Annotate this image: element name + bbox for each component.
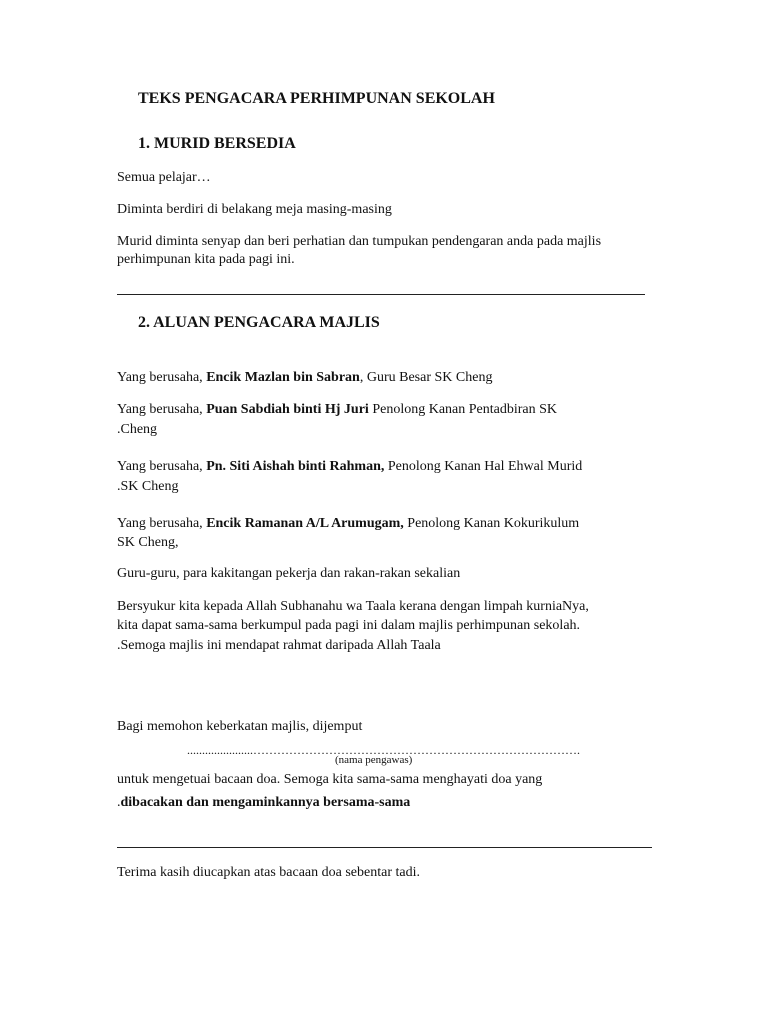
greeting-4-line-2: SK Cheng,	[117, 535, 179, 550]
greeting-3-role: Penolong Kanan Hal Ehwal Murid	[384, 459, 583, 474]
greeting-prefix: Yang berusaha,	[117, 516, 207, 531]
section-1-paragraph-3-line-2: perhimpunan kita pada pagi ini.	[117, 252, 295, 267]
section-2-heading: 2. ALUAN PENGACARA MAJLIS	[138, 314, 380, 331]
gratitude-line-1: Bersyukur kita kepada Allah Subhanahu wa Taala kerana dengan limpah kurniaNya,	[117, 599, 589, 614]
gratitude-line-2: kita dapat sama-sama berkumpul pada pagi ini dalam majlis perhimpunan sekolah.	[117, 618, 581, 633]
greeting-5: Guru-guru, para kakitangan pekerja dan rakan-rakan sekalian	[117, 566, 461, 581]
doa-line-2	[117, 793, 410, 812]
greeting-prefix: Yang berusaha,	[117, 402, 207, 417]
divider-1	[117, 294, 645, 295]
greeting-4-name: Encik Ramanan A/L Arumugam,	[206, 516, 404, 531]
greeting-3-line-2: .SK Cheng	[117, 479, 179, 494]
greeting-3-name: Pn. Siti Aishah binti Rahman,	[206, 459, 385, 474]
greeting-3	[117, 457, 582, 476]
doa-intro: Bagi memohon keberkatan majlis, dijemput	[117, 719, 363, 734]
greeting-4	[117, 514, 579, 533]
greeting-4-role: Penolong Kanan Kokurikulum	[403, 516, 580, 531]
greeting-2-name: Puan Sabdiah binti Hj Juri	[206, 402, 369, 417]
section-1-paragraph-3-line-1: Murid diminta senyap dan beri perhatian dan tumpukan pendengaran anda pada majlis	[117, 234, 602, 249]
greeting-prefix: Yang berusaha,	[117, 459, 207, 474]
doa-line-1: untuk mengetuai bacaan doa. Semoga kita sama-sama menghayati doa yang	[117, 772, 543, 787]
greeting-1-role: , Guru Besar SK Cheng	[359, 370, 493, 385]
document-title: TEKS PENGACARA PERHIMPUNAN SEKOLAH	[138, 90, 495, 107]
greeting-1	[117, 368, 492, 387]
greeting-prefix: Yang berusaha,	[117, 370, 207, 385]
section-1-heading: 1. MURID BERSEDIA	[138, 135, 296, 152]
greeting-1-name: Encik Mazlan bin Sabran	[206, 370, 360, 385]
section-1-paragraph-1: Semua pelajar…	[117, 170, 211, 185]
name-blank-dots: ......................……………………………………………………………………….	[187, 743, 580, 757]
section-1-paragraph-2: Diminta berdiri di belakang meja masing-masing	[117, 202, 392, 217]
greeting-2	[117, 400, 557, 419]
gratitude-line-3: .Semoga majlis ini mendapat rahmat daripada Allah Taala	[117, 638, 441, 653]
divider-2	[117, 847, 652, 848]
doa-line-2-prefix: .	[117, 795, 121, 810]
doa-line-2-bold: dibacakan dan mengaminkannya bersama-sama	[120, 795, 411, 810]
greeting-2-line-2: .Cheng	[117, 422, 158, 437]
closing-text: Terima kasih diucapkan atas bacaan doa sebentar tadi.	[117, 865, 420, 880]
name-placeholder: (nama pengawas)	[335, 754, 413, 766]
greeting-2-role: Penolong Kanan Pentadbiran SK	[368, 402, 558, 417]
